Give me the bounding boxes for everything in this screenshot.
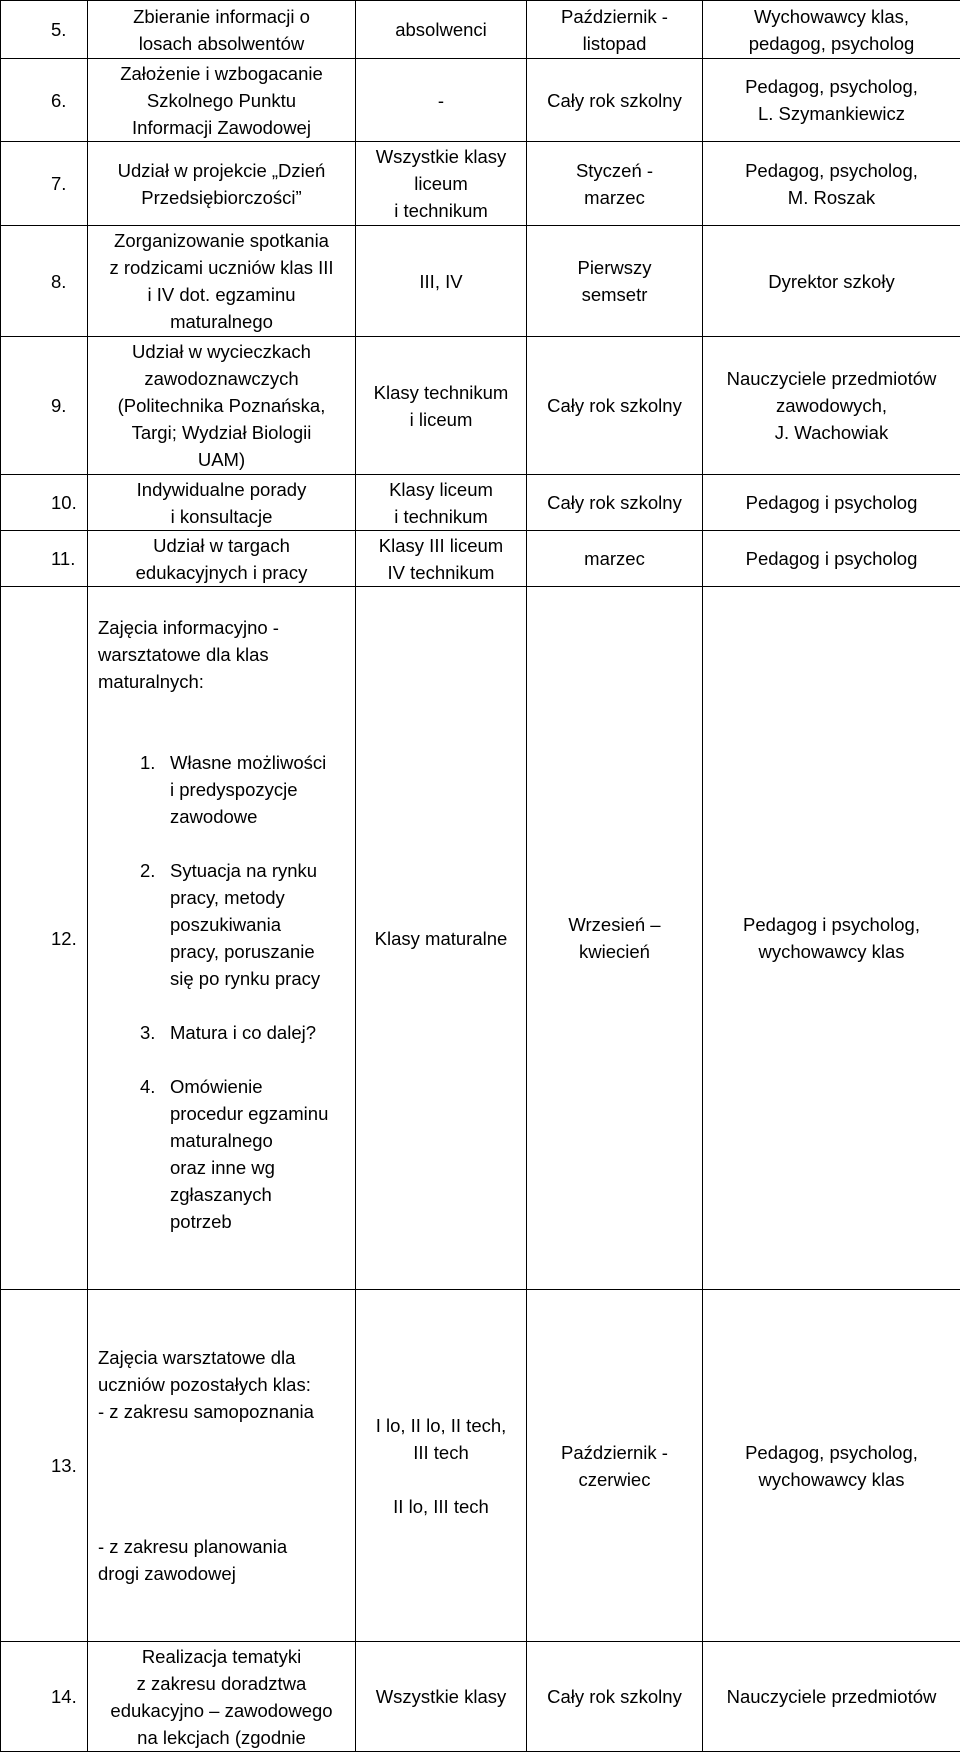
workshop-career-planning: - z zakresu planowania drogi zawodowej: [98, 1533, 351, 1587]
row-number: 13.: [1, 1290, 88, 1642]
target-cell: Wszystkie klasy liceum i technikum: [356, 142, 527, 226]
task-cell: [88, 1290, 356, 1642]
target-cell: Wszystkie klasy: [356, 1642, 527, 1752]
responsible-cell: Nauczyciele przedmiotów zawodowych, J. Wachowiak: [703, 337, 960, 475]
task-cell: [88, 587, 356, 1290]
term-cell: marzec: [527, 531, 703, 587]
responsible-cell: Dyrektor szkoły: [703, 226, 960, 337]
workshop-intro: Zajęcia informacyjno - warsztatowe dla klas maturalnych:: [98, 614, 351, 695]
table-row: [1, 475, 960, 531]
table-row: [1, 226, 960, 337]
target-cell: Klasy liceum i technikum: [356, 475, 527, 531]
row-number: 7.: [1, 142, 88, 226]
task-cell: Zorganizowanie spotkania z rodzicami uczniów klas III i IV dot. egzaminu maturalnego: [88, 226, 356, 337]
row-number: 14.: [1, 1642, 88, 1752]
table-row: [1, 1642, 960, 1752]
task-cell: Udział w projekcie „Dzień Przedsiębiorczości”: [88, 142, 356, 226]
task-cell: Indywidualne porady i konsultacje: [88, 475, 356, 531]
responsible-cell: Pedagog i psycholog: [703, 475, 960, 531]
row-number: 11.: [1, 531, 88, 587]
row-number: 5.: [1, 1, 88, 59]
row-number: 6.: [1, 59, 88, 142]
table-row: [1, 59, 960, 142]
row-number: 12.: [1, 587, 88, 1290]
responsible-cell: Wychowawcy klas, pedagog, psycholog: [703, 1, 960, 59]
target-cell: III, IV: [356, 226, 527, 337]
row-number: 10.: [1, 475, 88, 531]
row-number: 8.: [1, 226, 88, 337]
list-item: 1. Własne możliwości i predyspozycje zawodowe: [170, 749, 351, 830]
task-cell: Założenie i wzbogacanie Szkolnego Punktu Informacji Zawodowej: [88, 59, 356, 142]
task-cell: Udział w targach edukacyjnych i pracy: [88, 531, 356, 587]
task-cell: Realizacja tematyki z zakresu doradztwa edukacyjno – zawodowego na lekcjach (zgodnie: [88, 1642, 356, 1752]
target-cell: Klasy III liceum IV technikum: [356, 531, 527, 587]
term-cell: Styczeń - marzec: [527, 142, 703, 226]
term-cell: Cały rok szkolny: [527, 475, 703, 531]
term-cell: Październik - listopad: [527, 1, 703, 59]
responsible-cell: Pedagog, psycholog, wychowawcy klas: [703, 1290, 960, 1642]
workshop-self-discovery: Zajęcia warsztatowe dla uczniów pozostałych klas: - z zakresu samopoznania: [98, 1344, 351, 1425]
term-cell: Cały rok szkolny: [527, 337, 703, 475]
responsible-cell: Nauczyciele przedmiotów: [703, 1642, 960, 1752]
list-item: 2. Sytuacja na rynku pracy, metody poszukiwania pracy, poruszanie się po rynku pracy: [170, 857, 351, 992]
table-row: [1, 142, 960, 226]
responsible-cell: Pedagog, psycholog, M. Roszak: [703, 142, 960, 226]
row-number: 9.: [1, 337, 88, 475]
target-career-planning: II lo, III tech: [360, 1493, 522, 1520]
target-cell: absolwenci: [356, 1, 527, 59]
target-cell: Klasy maturalne: [356, 587, 527, 1290]
target-cell: Klasy technikum i liceum: [356, 337, 527, 475]
table-row: [1, 337, 960, 475]
responsible-cell: Pedagog i psycholog: [703, 531, 960, 587]
target-cell: -: [356, 59, 527, 142]
table-row: [1, 1, 960, 59]
target-self-discovery: I lo, II lo, II tech, III tech: [360, 1412, 522, 1466]
term-cell: Wrzesień – kwiecień: [527, 587, 703, 1290]
table-row: [1, 1290, 960, 1642]
workshop-topics-list: [98, 722, 351, 1262]
table-row: [1, 531, 960, 587]
term-cell: Cały rok szkolny: [527, 59, 703, 142]
term-cell: Cały rok szkolny: [527, 1642, 703, 1752]
list-item: 3. Matura i co dalej?: [170, 1019, 351, 1046]
responsible-cell: Pedagog, psycholog, L. Szymankiewicz: [703, 59, 960, 142]
list-item: 4. Omówienie procedur egzaminu maturalnego oraz inne wg zgłaszanych potrzeb: [170, 1073, 351, 1235]
target-cell: [356, 1290, 527, 1642]
responsible-cell: Pedagog i psycholog, wychowawcy klas: [703, 587, 960, 1290]
term-cell: Październik - czerwiec: [527, 1290, 703, 1642]
table-row: [1, 587, 960, 1290]
task-cell: Zbieranie informacji o losach absolwentów: [88, 1, 356, 59]
task-cell: Udział w wycieczkach zawodoznawczych (Politechnika Poznańska, Targi; Wydział Biologii UAM): [88, 337, 356, 475]
term-cell: Pierwszy semsetr: [527, 226, 703, 337]
